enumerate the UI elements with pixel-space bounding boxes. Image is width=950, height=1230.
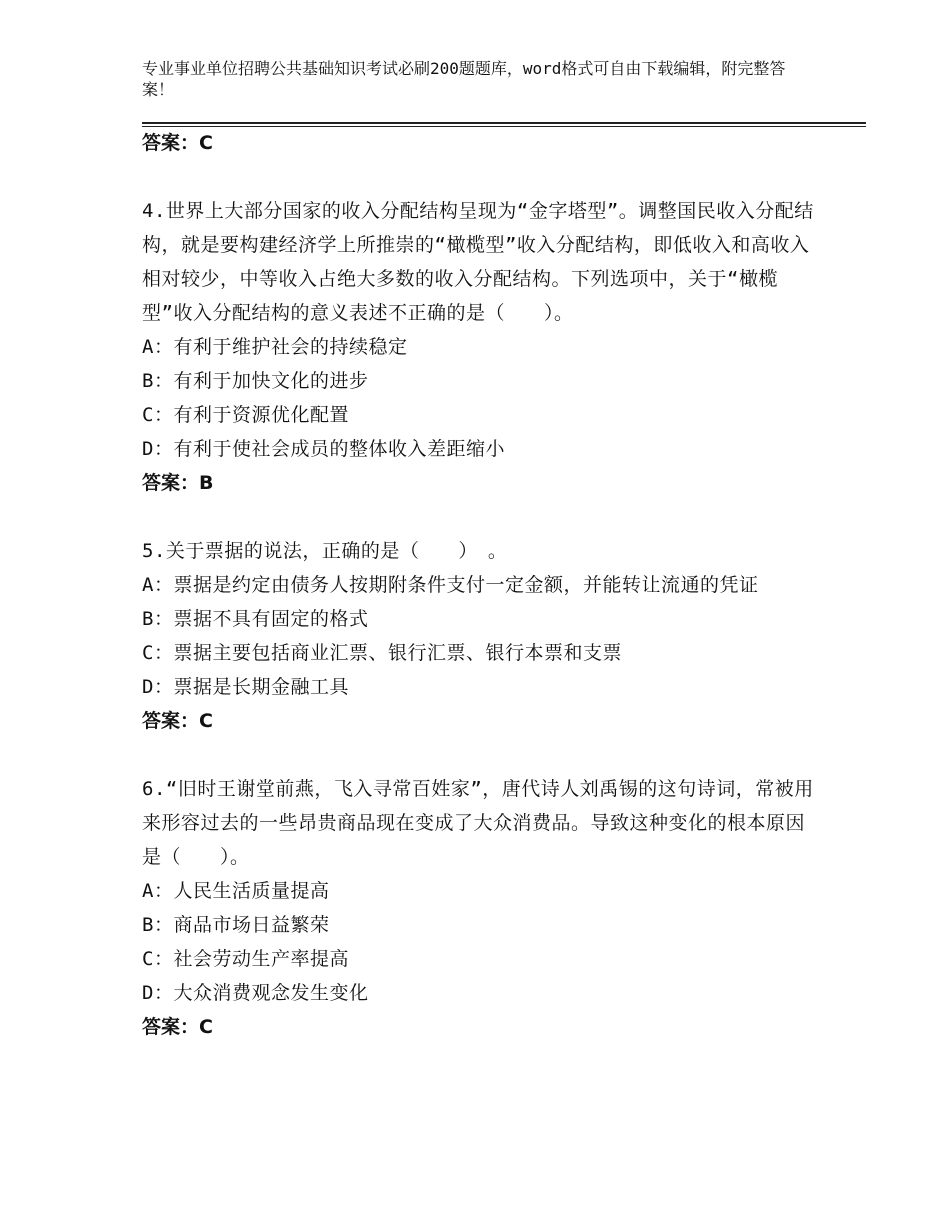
- question-stem: 4.世界上大部分国家的收入分配结构呈现为“金字塔型”。调整国民收入分配结构，就是要构建经济学上所推崇的“橄榄型”收入分配结构，即低收入和高收入相对较少，中等收入占绝大多数的收入分配结构。下列选项中，关于“橄榄型”收入分配结构的意义表述不正确的是（ ）。: [142, 200, 814, 324]
- option-c: C：社会劳动生产率提高: [142, 948, 349, 970]
- option-b: B：票据不具有固定的格式: [142, 608, 369, 630]
- header-rule-thick: [142, 122, 866, 124]
- page-header: 专业事业单位招聘公共基础知识考试必刷200题题库，word格式可自由下载编辑，附完整答案！: [142, 59, 786, 99]
- question-stem: 6.“旧时王谢堂前燕，飞入寻常百姓家”，唐代诗人刘禹锡的这句诗词，常被用来形容过去的一些昂贵商品现在变成了大众消费品。导致这种变化的根本原因是（ ）。: [142, 778, 814, 868]
- option-b: B：有利于加快文化的进步: [142, 370, 369, 392]
- option-a: A：人民生活质量提高: [142, 880, 330, 902]
- option-d: D：有利于使社会成员的整体收入差距缩小: [142, 438, 505, 460]
- option-c: C：有利于资源优化配置: [142, 404, 349, 426]
- question-5: [142, 534, 822, 738]
- answer: 答案：B: [142, 472, 214, 494]
- option-b: B：商品市场日益繁荣: [142, 914, 330, 936]
- answer: 答案：C: [142, 710, 213, 732]
- option-a: A：有利于维护社会的持续稳定: [142, 336, 408, 358]
- question-4: [142, 194, 822, 500]
- option-d: D：大众消费观念发生变化: [142, 982, 369, 1004]
- question-stem: 5.关于票据的说法，正确的是（ ） 。: [142, 540, 508, 562]
- option-d: D：票据是长期金融工具: [142, 676, 349, 698]
- question-6: [142, 772, 822, 1044]
- document-content: [142, 126, 822, 1044]
- answer-q3: 答案：C: [142, 132, 213, 154]
- option-c: C：票据主要包括商业汇票、银行汇票、银行本票和支票: [142, 642, 622, 664]
- option-a: A：票据是约定由债务人按期附条件支付一定金额，并能转让流通的凭证: [142, 574, 759, 596]
- answer: 答案：C: [142, 1016, 213, 1038]
